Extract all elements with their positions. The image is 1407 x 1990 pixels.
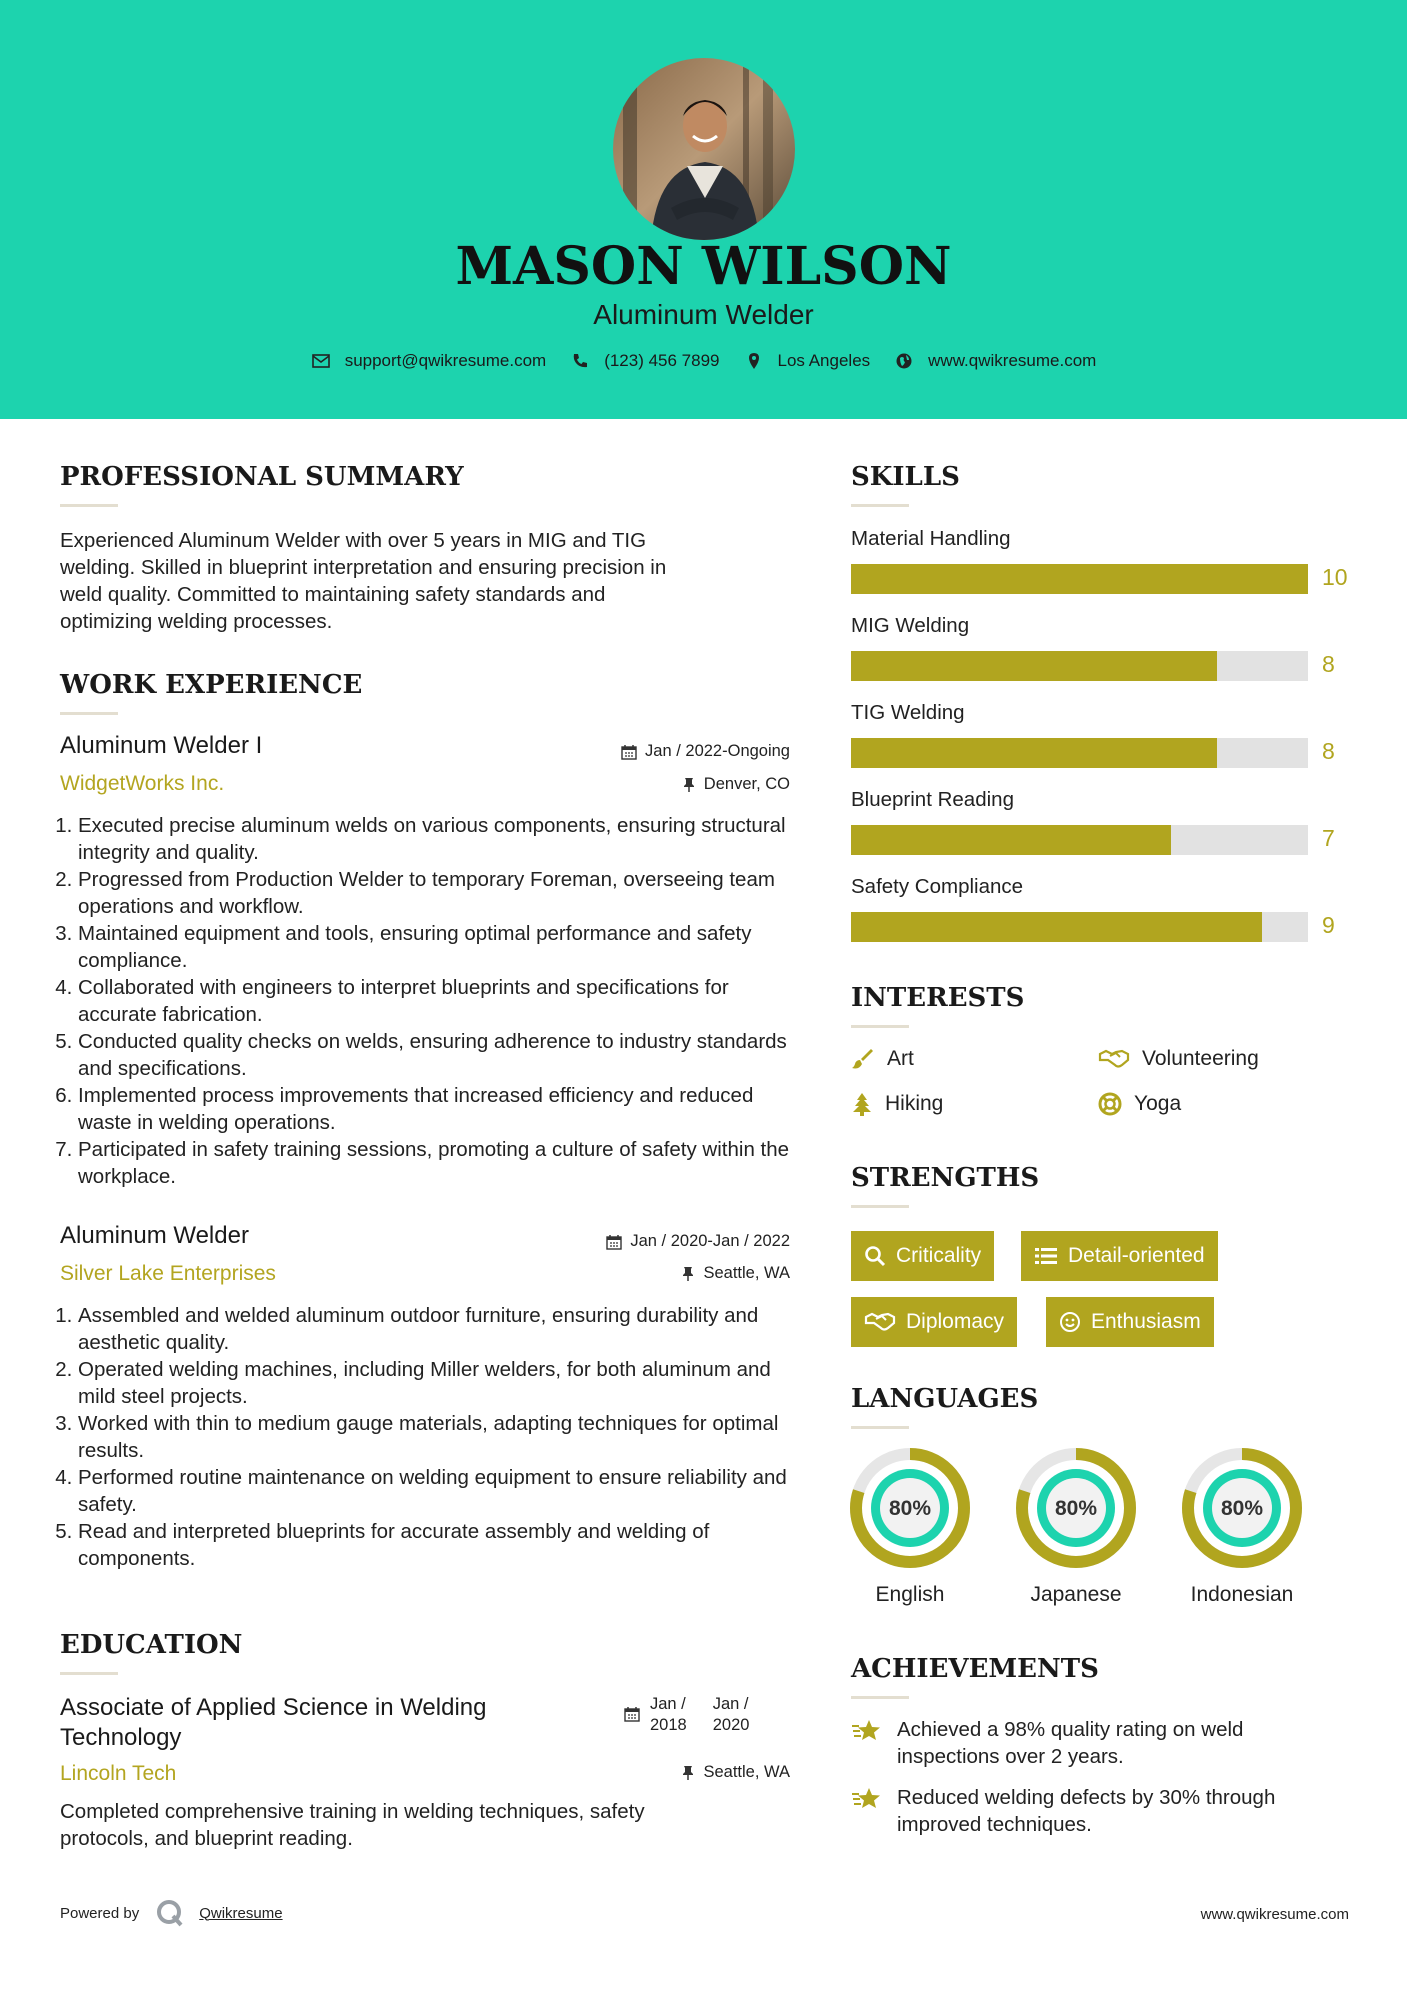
strengths-heading: STRENGTHS xyxy=(851,1163,1040,1193)
education-start xyxy=(650,1694,687,1736)
envelope-icon xyxy=(311,351,331,371)
language-percent: 80% xyxy=(1220,1497,1264,1520)
interest-label: Hiking xyxy=(885,1092,944,1115)
strength-tag-enthusiasm xyxy=(1046,1297,1214,1347)
calendar-icon xyxy=(621,744,637,760)
language-donut xyxy=(1014,1446,1138,1570)
calendar-icon xyxy=(624,1706,640,1722)
powered-by-text: Powered by xyxy=(60,1904,140,1922)
footer-powered-by xyxy=(60,1898,283,1928)
skill-value: 8 xyxy=(1322,651,1335,677)
location-text: Los Angeles xyxy=(777,351,871,370)
interest-label: Volunteering xyxy=(1142,1047,1259,1070)
skill-label: Blueprint Reading xyxy=(851,788,1014,811)
phone-icon xyxy=(570,351,590,371)
degree-line: Associate of Applied Science in Welding xyxy=(60,1694,487,1721)
pushpin-icon xyxy=(681,1765,695,1781)
interest-item-art xyxy=(851,1047,914,1071)
star-icon xyxy=(851,1786,883,1812)
job-location-text: Denver, CO xyxy=(703,775,790,793)
website-text: www.qwikresume.com xyxy=(928,351,1097,370)
education-location-text: Seattle, WA xyxy=(703,1763,790,1781)
achievement-line: Achieved a 98% quality rating on weld xyxy=(897,1718,1244,1741)
strength-tag-diplomacy xyxy=(851,1297,1017,1347)
job-bullet: 4. Performed routine maintenance on welding equipment to ensure reliability and safety. xyxy=(78,1464,800,1518)
summary-line: optimizing welding processes. xyxy=(60,610,333,633)
skill-bar-track xyxy=(851,825,1308,855)
calendar-icon xyxy=(606,1234,622,1250)
lifebuoy-icon xyxy=(1098,1092,1122,1116)
education-start-year: 2018 xyxy=(650,1716,687,1734)
tree-icon xyxy=(851,1092,873,1116)
map-pin-icon xyxy=(744,351,764,371)
skill-label: Material Handling xyxy=(851,527,1011,550)
education-desc-line: Completed comprehensive training in welding techniques, safety xyxy=(60,1800,645,1823)
job-bullet: 4. Collaborated with engineers to interpret blueprints and specifications for accurate fabrication. xyxy=(78,974,800,1028)
strength-tag-detail-oriented xyxy=(1021,1231,1218,1281)
language-name: Indonesian xyxy=(1190,1583,1294,1606)
job-company: Silver Lake Enterprises xyxy=(60,1262,276,1285)
education-description xyxy=(60,1798,800,1852)
language-percent: 80% xyxy=(888,1497,932,1520)
skill-bar-fill xyxy=(851,651,1217,681)
skill-value: 7 xyxy=(1322,825,1335,851)
achievement-text xyxy=(897,1784,1275,1838)
interest-label: Yoga xyxy=(1134,1092,1182,1115)
smile-icon xyxy=(1059,1311,1081,1333)
job-bullet: 3. Maintained equipment and tools, ensuring optimal performance and safety compliance. xyxy=(78,920,800,974)
skill-bar-track xyxy=(851,912,1308,942)
job-bullet: 7. Participated in safety training sessions, promoting a culture of safety within the workplace. xyxy=(78,1136,800,1190)
candidate-title: Aluminum Welder xyxy=(593,299,814,330)
qwikresume-logo-icon xyxy=(155,1898,185,1928)
languages-heading: LANGUAGES xyxy=(851,1384,1039,1414)
language-item xyxy=(1180,1446,1304,1607)
achievement-item xyxy=(851,1784,1275,1838)
degree-line: Technology xyxy=(60,1724,182,1751)
summary-text xyxy=(60,527,790,635)
job-dates xyxy=(520,1232,790,1251)
footer-website[interactable]: www.qwikresume.com xyxy=(1200,1906,1349,1923)
achievement-line: improved techniques. xyxy=(897,1813,1092,1836)
achievements-rule xyxy=(851,1696,909,1699)
contact-location xyxy=(744,351,871,371)
job-dates-text: Jan / 2020-Jan / 2022 xyxy=(630,1232,790,1250)
strengths-rule xyxy=(851,1205,909,1208)
skills-rule xyxy=(851,504,909,507)
job-location xyxy=(520,1264,790,1283)
strength-label: Criticality xyxy=(896,1244,982,1267)
globe-icon xyxy=(894,351,914,371)
paintbrush-icon xyxy=(851,1047,875,1071)
education-start-month: Jan / xyxy=(650,1695,686,1713)
education-location xyxy=(520,1763,790,1782)
language-name: Japanese xyxy=(1030,1583,1122,1606)
job-location xyxy=(520,775,790,794)
job-title: Aluminum Welder xyxy=(60,1222,249,1249)
handshake-icon xyxy=(864,1311,896,1333)
skill-bar-fill xyxy=(851,738,1217,768)
job-dates-text: Jan / 2022-Ongoing xyxy=(645,742,790,760)
profile-photo xyxy=(613,58,795,240)
strength-label: Enthusiasm xyxy=(1091,1310,1201,1333)
skill-bar-fill xyxy=(851,825,1171,855)
pushpin-icon xyxy=(682,777,696,793)
education-dates xyxy=(624,1694,749,1736)
summary-heading: PROFESSIONAL SUMMARY xyxy=(60,462,464,492)
language-item xyxy=(848,1446,972,1607)
language-donut xyxy=(848,1446,972,1570)
work-heading: WORK EXPERIENCE xyxy=(60,670,363,700)
interest-item-hiking xyxy=(851,1092,943,1116)
education-end xyxy=(713,1694,750,1736)
skill-bar-track xyxy=(851,564,1308,594)
achievement-item xyxy=(851,1716,1243,1770)
search-icon xyxy=(864,1245,886,1267)
language-percent: 80% xyxy=(1054,1497,1098,1520)
job-bullets xyxy=(60,812,800,1190)
interest-item-volunteering xyxy=(1098,1047,1259,1071)
interests-heading: INTERESTS xyxy=(851,983,1025,1013)
summary-line: welding. Skilled in blueprint interpretation and ensuring precision in xyxy=(60,556,667,579)
education-end-month: Jan / xyxy=(712,1695,749,1713)
achievement-line: Reduced welding defects by 30% through xyxy=(897,1786,1276,1809)
education-end-year: 2020 xyxy=(712,1716,750,1734)
summary-line: weld quality. Committed to maintaining safety standards and xyxy=(60,583,606,606)
job-bullet: 1. Assembled and welded aluminum outdoor furniture, ensuring durability and aesthetic quality. xyxy=(78,1302,800,1356)
achievement-text xyxy=(897,1716,1243,1770)
skill-value: 8 xyxy=(1322,738,1335,764)
contact-website[interactable] xyxy=(894,351,1096,371)
header-banner xyxy=(0,0,1407,419)
job-bullet: 1. Executed precise aluminum welds on various components, ensuring structural integrity and quality. xyxy=(78,812,800,866)
skill-value: 9 xyxy=(1322,912,1335,938)
interest-item-yoga xyxy=(1098,1092,1181,1116)
skill-value: 10 xyxy=(1322,564,1348,590)
education-rule xyxy=(60,1672,118,1675)
education-desc-line: protocols, and blueprint reading. xyxy=(60,1827,353,1850)
contact-email[interactable] xyxy=(311,351,547,371)
work-rule xyxy=(60,712,118,715)
summary-line: Experienced Aluminum Welder with over 5 years in MIG and TIG xyxy=(60,529,647,552)
phone-text: (123) 456 7899 xyxy=(604,351,720,370)
strength-label: Detail-oriented xyxy=(1068,1244,1205,1267)
language-donut xyxy=(1180,1446,1304,1570)
pushpin-icon xyxy=(681,1266,695,1282)
achievements-heading: ACHIEVEMENTS xyxy=(851,1654,1099,1684)
list-icon xyxy=(1034,1246,1058,1266)
achievement-line: inspections over 2 years. xyxy=(897,1745,1124,1768)
handshake-icon xyxy=(1098,1048,1130,1070)
job-bullet: 2. Progressed from Production Welder to temporary Foreman, overseeing team operations and workflow. xyxy=(78,866,800,920)
job-bullet: 5. Conducted quality checks on welds, ensuring adherence to industry standards and specifications. xyxy=(78,1028,800,1082)
interest-label: Art xyxy=(887,1047,914,1070)
education-school: Lincoln Tech xyxy=(60,1762,177,1785)
education-heading: EDUCATION xyxy=(60,1630,243,1660)
job-location-text: Seattle, WA xyxy=(703,1264,790,1282)
skill-label: Safety Compliance xyxy=(851,875,1024,898)
language-name: English xyxy=(875,1583,945,1606)
contact-phone[interactable] xyxy=(570,351,719,371)
skill-label: MIG Welding xyxy=(851,614,970,637)
job-bullet: 5. Read and interpreted blueprints for accurate assembly and welding of components. xyxy=(78,1518,800,1572)
star-icon xyxy=(851,1718,883,1744)
skill-bar-track xyxy=(851,738,1308,768)
job-bullet: 3. Worked with thin to medium gauge materials, adapting techniques for optimal results. xyxy=(78,1410,800,1464)
contact-bar xyxy=(0,351,1407,371)
skill-bar-fill xyxy=(851,912,1262,942)
strength-tag-criticality xyxy=(851,1231,994,1281)
candidate-name: MASON WILSON xyxy=(455,236,952,297)
job-company: WidgetWorks Inc. xyxy=(60,772,225,795)
job-bullet: 6. Implemented process improvements that increased efficiency and reduced waste in welding operations. xyxy=(78,1082,800,1136)
skill-label: TIG Welding xyxy=(851,701,965,724)
language-item xyxy=(1014,1446,1138,1607)
job-title: Aluminum Welder I xyxy=(60,732,263,759)
email-text: support@qwikresume.com xyxy=(344,351,547,370)
languages-rule xyxy=(851,1426,909,1429)
qwikresume-link[interactable]: Qwikresume xyxy=(199,1904,283,1922)
degree-title xyxy=(60,1693,620,1753)
interests-rule xyxy=(851,1025,909,1028)
summary-rule xyxy=(60,504,118,507)
skill-bar-track xyxy=(851,651,1308,681)
skills-heading: SKILLS xyxy=(851,462,960,492)
strength-label: Diplomacy xyxy=(906,1310,1005,1333)
job-dates xyxy=(520,742,790,761)
skill-bar-fill xyxy=(851,564,1308,594)
job-bullets xyxy=(60,1302,800,1572)
job-bullet: 2. Operated welding machines, including Miller welders, for both aluminum and mild steel projects. xyxy=(78,1356,800,1410)
